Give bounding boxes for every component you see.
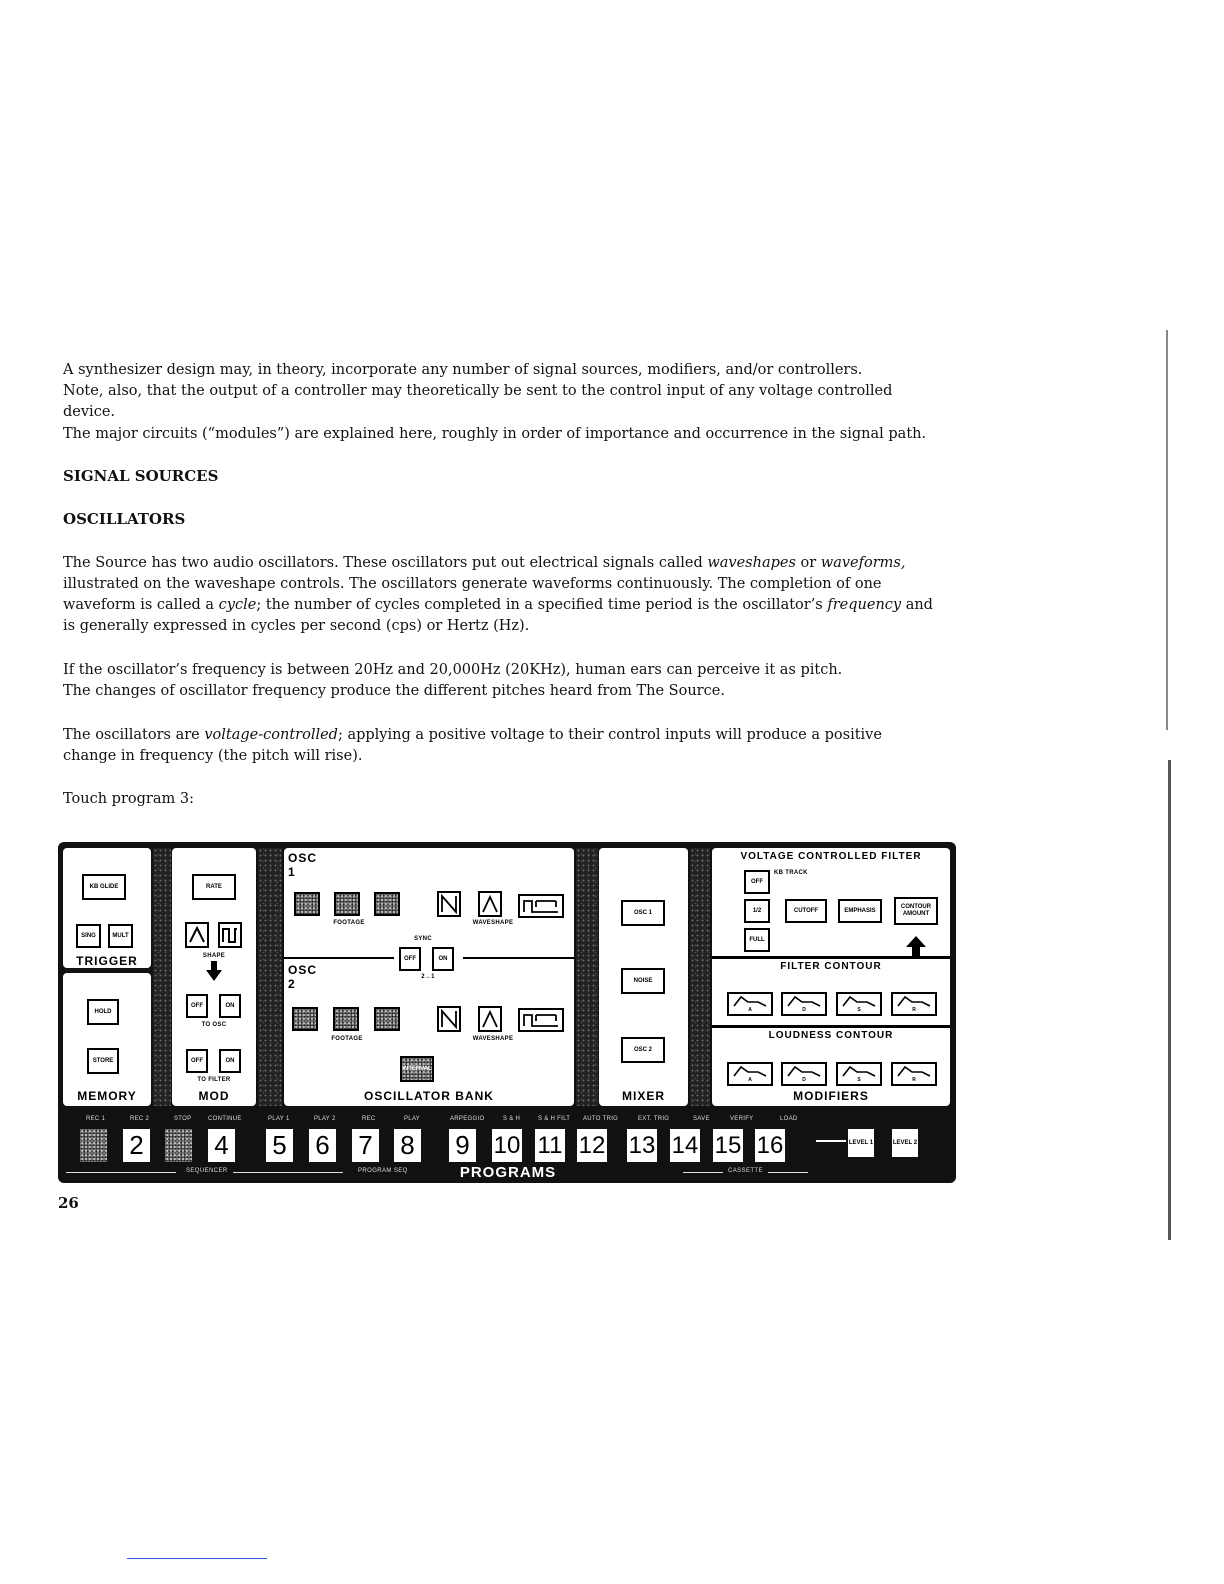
osc1-footage-8-button[interactable] (334, 892, 360, 916)
program-key-3[interactable] (163, 1127, 194, 1164)
osc1-footage-16-button[interactable] (294, 892, 320, 916)
loudness-contour-title: LOUDNESS CONTOUR (768, 1030, 894, 1041)
program-key-9[interactable] (447, 1127, 478, 1164)
program-function-label: PLAY 2 (314, 1116, 336, 1122)
scan-edge-mark (1166, 330, 1168, 730)
osc1-footage-4-button[interactable] (374, 892, 400, 916)
sequencer-label: SEQUENCER (186, 1168, 228, 1174)
cassette-bracket (683, 1172, 723, 1173)
program-function-label: SAVE (693, 1116, 710, 1122)
sequencer-bracket (66, 1172, 176, 1173)
program-key-6[interactable] (307, 1127, 338, 1164)
level-2-button[interactable]: LEVEL 2 (890, 1127, 920, 1159)
heading-oscillators: OSCILLATORS (63, 510, 186, 528)
sync-label: SYNC (414, 936, 432, 942)
mod-shape-square-button[interactable] (218, 922, 242, 948)
program-function-label: REC (362, 1116, 376, 1122)
sawtooth-wave-icon (440, 894, 458, 914)
program-key-number: 13 (628, 1132, 656, 1159)
envelope-icon (896, 995, 932, 1007)
program-seq-label: PROGRAM SEQ (358, 1168, 408, 1174)
program-function-label: STOP (174, 1116, 192, 1122)
program-function-label: PLAY 1 (268, 1116, 290, 1122)
program-key-number: 12 (578, 1132, 606, 1159)
hold-button[interactable]: HOLD (87, 999, 119, 1025)
program-function-label: LOAD (780, 1116, 798, 1122)
osc2-footage-16-button[interactable] (292, 1007, 318, 1031)
program-key-number (171, 1130, 185, 1160)
mod-title: MOD (198, 1089, 230, 1103)
mixer-title: MIXER (621, 1089, 665, 1103)
program-key-number: 9 (455, 1130, 470, 1160)
panel-texture (690, 848, 710, 1106)
loudness-contour-s-label: S (857, 1076, 861, 1083)
filter-contour-s-button[interactable] (836, 992, 882, 1016)
program-key-14[interactable] (668, 1127, 702, 1164)
square-wave-icon (221, 926, 239, 944)
filter-contour-r-button[interactable] (891, 992, 937, 1016)
cutoff-button[interactable]: CUTOFF (785, 899, 827, 923)
osc1-triangle-button[interactable] (478, 891, 502, 917)
program-key-11[interactable] (533, 1127, 567, 1164)
sync-on-button[interactable]: ON (432, 947, 454, 971)
program-key-4[interactable] (206, 1127, 237, 1164)
mult-trigger-button[interactable]: MULT (108, 924, 133, 948)
paragraph-3: The Source has two audio oscillators. These oscillators put out electrical signals called waveshapes or waveforms, illustrated on the waveshape controls. The oscillators generate waveforms continuously. The completion of one waveform is called a cycle; the number of cycles completed in a specified time period is the oscillator’s frequency and is generally expressed in cycles per second (cps) or Hertz (Hz). (63, 555, 933, 634)
to-filter-label: TO FILTER (197, 1077, 231, 1083)
program-key-number: 7 (358, 1130, 373, 1160)
filter-contour-r-label: R (912, 1006, 916, 1013)
sing-trigger-button[interactable]: SING (76, 924, 101, 948)
osc1-waveshape-label: WAVESHAPE (472, 920, 514, 926)
envelope-icon (786, 1065, 822, 1077)
filter-contour-a-label: A (748, 1006, 752, 1013)
level-connector-line (816, 1136, 846, 1146)
contour-amount-button[interactable]: CONTOUR AMOUNT (894, 897, 938, 925)
program-key-number: 4 (214, 1130, 229, 1160)
kb-track-full-button[interactable]: FULL (744, 928, 770, 952)
sync-off-button[interactable]: OFF (399, 947, 421, 971)
triangle-wave-icon (481, 1009, 499, 1029)
triangle-wave-icon (188, 926, 206, 944)
program-key-15[interactable] (711, 1127, 745, 1164)
panel-texture (576, 848, 598, 1106)
divider-line (712, 1025, 950, 1028)
source-front-panel (58, 842, 956, 1183)
program-key-number: 16 (756, 1132, 784, 1159)
modifiers-title: MODIFIERS (793, 1089, 869, 1103)
interval-button[interactable] (400, 1056, 434, 1082)
arrow-down-icon (206, 961, 222, 981)
paragraph-1b: Note, also, that the output of a controller may theoretically be sent to the control input of any voltage controlled device. (63, 383, 893, 420)
mixer-osc1-button[interactable]: OSC 1 (621, 900, 665, 926)
kb-glide-button[interactable]: KB GLIDE (82, 874, 126, 900)
vcf-title: VOLTAGE CONTROLLED FILTER (740, 851, 922, 862)
pulse-wave-icon (522, 898, 560, 914)
sawtooth-wave-icon (440, 1009, 458, 1029)
oscillator-bank-title: OSCILLATOR BANK (364, 1089, 494, 1103)
program-function-label: REC 1 (86, 1116, 106, 1122)
kb-track-label: KB TRACK (774, 870, 808, 876)
program-function-label: AUTO TRIG (583, 1116, 619, 1122)
to-osc-label: TO OSC (201, 1022, 227, 1028)
memory-section (63, 973, 151, 1106)
loudness-contour-r-label: R (912, 1076, 916, 1083)
loudness-contour-a-label: A (748, 1076, 752, 1083)
osc2-waveshape-label: WAVESHAPE (472, 1036, 514, 1042)
program-key-number (86, 1130, 100, 1160)
body-text (63, 360, 943, 423)
program-key-number: 15 (714, 1132, 742, 1159)
store-button[interactable]: STORE (87, 1048, 119, 1074)
shape-label: SHAPE (202, 953, 226, 959)
program-key-number: 6 (315, 1130, 330, 1160)
divider-line (712, 956, 950, 959)
program-key-number: 11 (537, 1132, 563, 1159)
divider-line (284, 957, 394, 959)
loudness-contour-r-button[interactable] (891, 1062, 937, 1086)
divider-line (463, 957, 574, 959)
rate-button[interactable]: RATE (192, 874, 236, 900)
program-key-13[interactable] (625, 1127, 659, 1164)
memory-title: MEMORY (77, 1089, 137, 1103)
program-key-number: 10 (493, 1132, 521, 1159)
panel-texture (153, 848, 171, 1106)
program-key-number: 14 (671, 1132, 699, 1159)
envelope-icon (841, 1065, 877, 1077)
paragraph-4b: The changes of oscillator frequency produce the different pitches heard from The Source. (63, 683, 725, 699)
loudness-contour-d-button[interactable] (781, 1062, 827, 1086)
sync-direction-label: 2→1 (421, 974, 435, 980)
osc1-footage-label: FOOTAGE (333, 920, 365, 926)
to-osc-on-button[interactable]: ON (219, 994, 241, 1018)
envelope-icon (732, 1065, 768, 1077)
sequencer-bracket (233, 1172, 343, 1173)
trigger-section (63, 848, 151, 968)
cassette-bracket (768, 1172, 808, 1173)
programs-title: PROGRAMS (459, 1164, 557, 1181)
filter-contour-d-button[interactable] (781, 992, 827, 1016)
osc2-sawtooth-button[interactable] (437, 1006, 461, 1032)
osc1-sawtooth-button[interactable] (437, 891, 461, 917)
loudness-contour-a-button[interactable] (727, 1062, 773, 1086)
program-function-label: REC 2 (130, 1116, 150, 1122)
program-key-number: 2 (129, 1130, 144, 1160)
footer-rule (127, 1558, 267, 1559)
osc2-footage-8-button[interactable] (333, 1007, 359, 1031)
paragraph-4a: If the oscillator’s frequency is between 20Hz and 20,000Hz (20KHz), human ears can perceive it as pitch. (63, 662, 843, 678)
loudness-contour-d-label: D (802, 1076, 806, 1083)
osc2-footage-4-button[interactable] (374, 1007, 400, 1031)
pulse-wave-icon (522, 1012, 560, 1028)
program-function-label: ARPEGGIO (450, 1116, 485, 1122)
program-function-label: VERIFY (730, 1116, 754, 1122)
osc1-title: OSC 1 (288, 851, 318, 879)
program-key-5[interactable] (264, 1127, 295, 1164)
page-number: 26 (58, 1194, 79, 1212)
program-key-7[interactable] (350, 1127, 381, 1164)
to-filter-on-button[interactable]: ON (219, 1049, 241, 1073)
program-function-label: S & H FILT (538, 1116, 571, 1122)
emphasis-button[interactable]: EMPHASIS (838, 899, 882, 923)
program-key-number: 8 (400, 1130, 415, 1160)
osc2-pulse-button[interactable] (518, 1008, 564, 1032)
program-key-16[interactable] (753, 1127, 787, 1164)
osc2-footage-label: FOOTAGE (331, 1036, 363, 1042)
mixer-noise-button[interactable]: NOISE (621, 968, 665, 994)
osc2-triangle-button[interactable] (478, 1006, 502, 1032)
paragraph-2: The major circuits (“modules”) are explained here, roughly in order of importance and occurrence in the signal path. (63, 426, 927, 442)
program-key-number: 5 (272, 1130, 287, 1160)
to-osc-off-button[interactable]: OFF (186, 994, 208, 1018)
to-filter-off-button[interactable]: OFF (186, 1049, 208, 1073)
triangle-wave-icon (481, 894, 499, 914)
level-1-button[interactable]: LEVEL 1 (846, 1127, 876, 1159)
paragraph-5: The oscillators are voltage-controlled; applying a positive voltage to their control inputs will produce a positive change in frequency (the pitch will rise). (63, 727, 882, 764)
envelope-icon (786, 995, 822, 1007)
scan-edge-mark (1168, 760, 1171, 1240)
arrow-up-icon (906, 936, 926, 958)
filter-contour-s-label: S (857, 1006, 861, 1013)
program-key-12[interactable] (575, 1127, 609, 1164)
program-key-2[interactable] (121, 1127, 152, 1164)
envelope-icon (841, 995, 877, 1007)
loudness-contour-s-button[interactable] (836, 1062, 882, 1086)
kb-track-half-button[interactable]: 1/2 (744, 899, 770, 923)
filter-contour-a-button[interactable] (727, 992, 773, 1016)
panel-texture (258, 848, 282, 1106)
heading-signal-sources: SIGNAL SOURCES (63, 467, 219, 485)
filter-contour-d-label: D (802, 1006, 806, 1013)
paragraph-1a: A synthesizer design may, in theory, incorporate any number of signal sources, modifiers, and/or controllers. (63, 362, 863, 378)
osc2-title: OSC 2 (288, 963, 318, 991)
paragraph-6: Touch program 3: (63, 791, 194, 807)
filter-contour-title: FILTER CONTOUR (780, 961, 882, 972)
mod-shape-triangle-button[interactable] (185, 922, 209, 948)
program-function-label: S & H (503, 1116, 521, 1122)
mixer-osc2-button[interactable]: OSC 2 (621, 1037, 665, 1063)
program-function-label: EXT. TRIG (638, 1116, 670, 1122)
program-key-1[interactable] (78, 1127, 109, 1164)
osc1-pulse-button[interactable] (518, 894, 564, 918)
envelope-icon (732, 995, 768, 1007)
program-key-8[interactable] (392, 1127, 423, 1164)
kb-track-off-button[interactable]: OFF (744, 870, 770, 894)
program-function-label: PLAY (404, 1116, 421, 1122)
program-key-10[interactable] (490, 1127, 524, 1164)
trigger-title: TRIGGER (76, 954, 138, 968)
program-function-label: CONTINUE (208, 1116, 242, 1122)
envelope-icon (896, 1065, 932, 1077)
cassette-label: CASSETTE (728, 1168, 763, 1174)
interval-label: INTERVAL (402, 1065, 432, 1072)
